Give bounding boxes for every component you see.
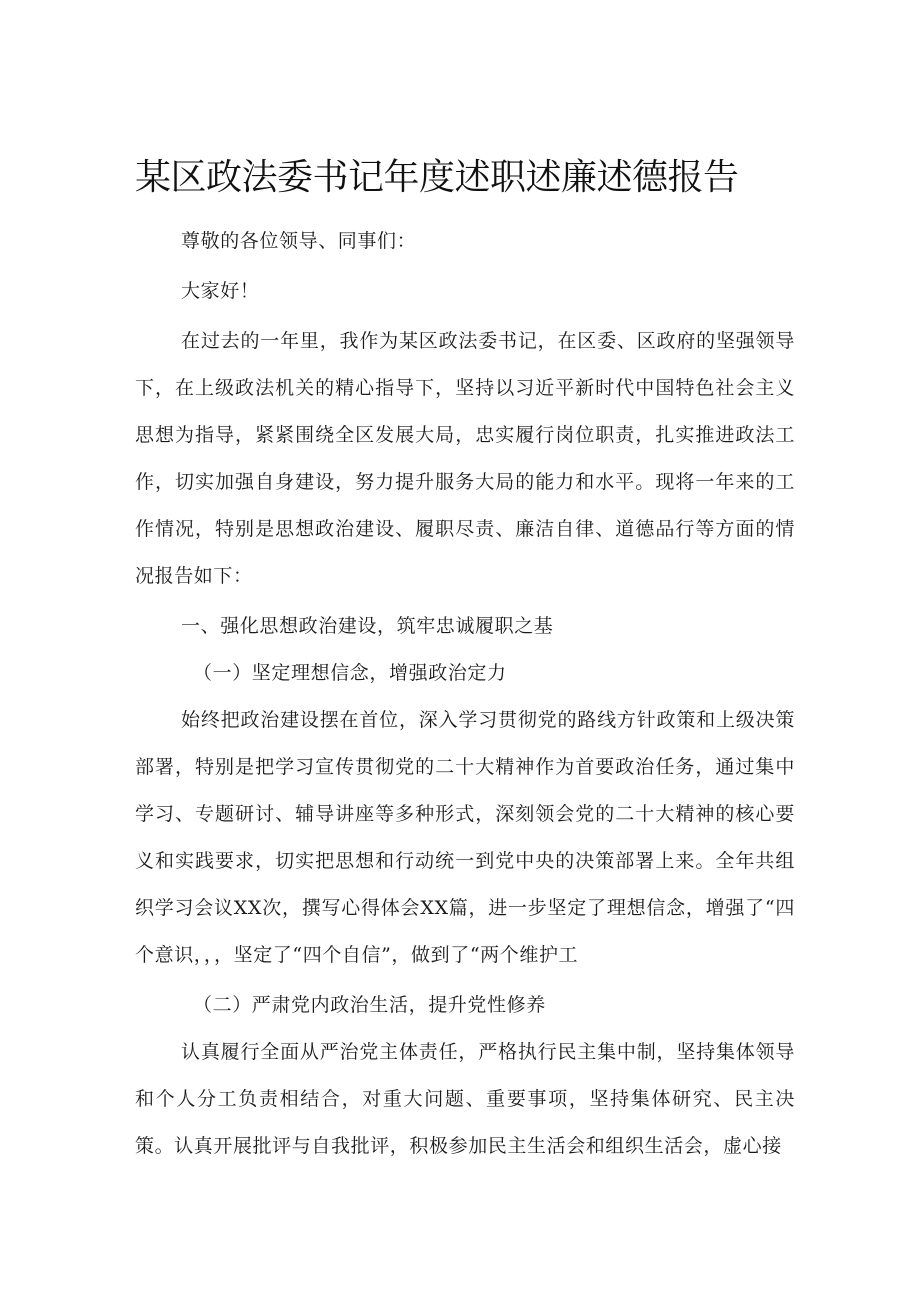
subsection-body-2: 认真履行全面从严治党主体责任，严格执行民主集中制，坚持集体领导和个人分工负责相结合，对重大问题、重要事项，坚持集体研究、民主决策。认真开展批评与自我批评，积极参加民主生活会和组织生活会，虚心接 — [135, 1041, 795, 1157]
salutation: 尊敬的各位领导、同事们： — [181, 230, 417, 252]
document-title: 某区政法委书记年度述职述廉述德报告 — [135, 157, 739, 198]
subsection-heading-2: （二）严肃党内政治生活，提升党性修养 — [193, 994, 546, 1016]
greeting: 大家好！ — [181, 280, 260, 302]
intro-paragraph: 在过去的一年里，我作为某区政法委书记，在区委、区政府的坚强领导下，在上级政法机关的精心指导下，坚持以习近平新时代中国特色社会主义思想为指导，紧紧围绕全区发展大局，忠实履行岗位职责，扎实推进政法工作，切实加强自身建设，努力提升服务大局的能力和水平。现将一年来的工作情况，特别是思想政治建设、履职尽责、廉洁自律、道德品行等方面的情况报告如下： — [135, 330, 795, 587]
subsection-body-1: 始终把政治建设摆在首位，深入学习贯彻党的路线方针政策和上级决策部署，特别是把学习宣传贯彻党的二十大精神作为首要政治任务，通过集中学习、专题研讨、辅导讲座等多种形式，深刻领会党的二十大精神的核心要义和实践要求，切实把思想和行动统一到党中央的决策部署上来。全年共组织学习会议XX次，撰写心得体会XX篇，进一步坚定了理想信念，增强了“四个意识，，，坚定了“四个自信”，做到了“两个维护工 — [135, 709, 795, 966]
document-body — [135, 218, 795, 1170]
section-heading-1: 一、强化思想政治建设，筑牢忠诚履职之基 — [181, 615, 554, 637]
subsection-heading-1: （一）坚定理想信念，增强政治定力 — [193, 662, 507, 684]
